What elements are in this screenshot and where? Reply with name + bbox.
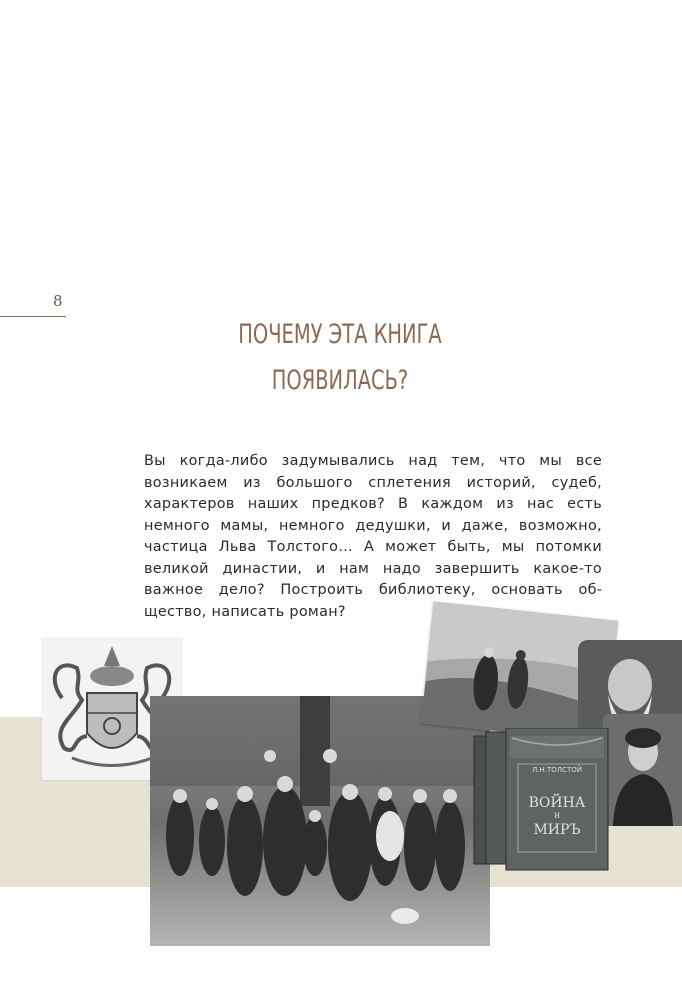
war-and-peace-books [472,728,612,873]
book-author: Л.Н.ТОЛСТОЙ [532,766,582,774]
book-title-line-1: ВОЙНА [528,795,586,811]
chapter-title-line-1: ПОЧЕМУ ЭТА КНИГА [238,319,442,350]
book-title-conj: И [553,812,561,820]
intro-paragraph: Вы когда-либо задумывались над тем, что мы все возникаем из большого сплетения историй, судеб, характеров наших предков? В каждом из нас есть немного мамы, немного дедушки, и даже, возможно, частица Льва Толстого… А может быть, мы потомки великой династии, и нам надо завершить какое-то важное дело? Построить библиотеку, основать общество, написать роман? [144,453,602,620]
chapter-title-line-2: ПОЯВИЛАСЬ? [271,365,409,396]
book-title-line-2: МИРЪ [533,822,581,838]
chapter-title [218,312,463,404]
family-photo [150,696,490,946]
woman-portrait-photo [603,714,682,826]
page-number-rule [0,316,66,317]
page-number: 8 [53,292,63,310]
